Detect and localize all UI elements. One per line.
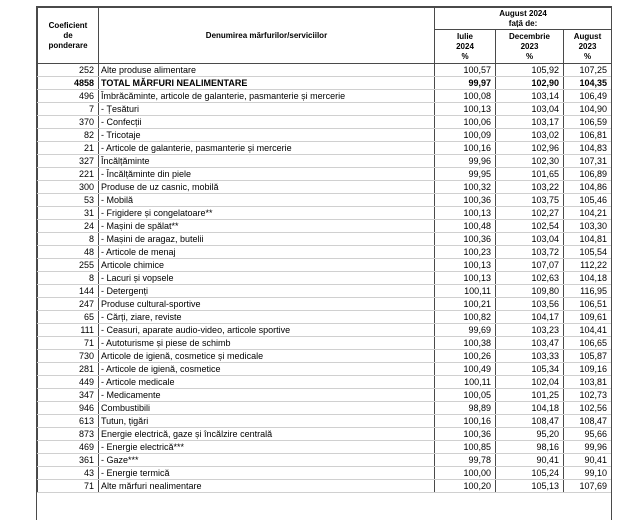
weight-cell: 71 [38,337,99,350]
table-row [38,376,612,389]
vs-july-2024-cell: 100,13 [435,103,496,116]
vs-december-2023-cell: 102,27 [496,207,564,220]
vs-july-2024-cell: 100,85 [435,441,496,454]
vs-august-2023-cell: 107,69 [564,480,612,493]
vs-december-2023-cell: 102,04 [496,376,564,389]
vs-december-2023-cell: 103,23 [496,324,564,337]
vs-august-2023-cell: 105,46 [564,194,612,207]
weight-cell: 347 [38,389,99,402]
vs-july-2024-cell: 100,32 [435,181,496,194]
vs-july-2024-cell: 100,05 [435,389,496,402]
item-name-cell: - Articole de galanterie, pasmanterie și mercerie [99,142,435,155]
item-name-cell: - Articole de menaj [99,246,435,259]
vs-december-2023-cell: 103,22 [496,181,564,194]
vs-december-2023-cell: 109,80 [496,285,564,298]
table-row [38,207,612,220]
vs-august-2023-cell: 104,18 [564,272,612,285]
weight-cell: 469 [38,441,99,454]
vs-august-2023-cell: 108,47 [564,415,612,428]
vs-july-2024-cell: 100,06 [435,116,496,129]
item-name-cell: Îmbrăcăminte, articole de galanterie, pasmanterie și mercerie [99,90,435,103]
vs-august-2023-cell: 99,10 [564,467,612,480]
vs-august-2023-cell: 103,81 [564,376,612,389]
name-column-header: Denumirea mărfurilor/serviciilor [99,8,435,64]
table-row [38,116,612,129]
weight-cell: 327 [38,155,99,168]
vs-august-2023-cell: 105,54 [564,246,612,259]
vs-july-2024-cell: 100,57 [435,64,496,77]
vs-august-2023-cell: 106,65 [564,337,612,350]
weight-cell: 71 [38,480,99,493]
table-row [38,64,612,77]
weight-cell: 111 [38,324,99,337]
weight-cell: 7 [38,103,99,116]
vs-december-2023-cell: 101,25 [496,389,564,402]
item-name-cell: - Tricotaje [99,129,435,142]
item-name-cell: - Cărți, ziare, reviste [99,311,435,324]
table-row [38,103,612,116]
weight-cell: 252 [38,64,99,77]
vs-july-2024-cell: 100,13 [435,272,496,285]
weight-cell: 24 [38,220,99,233]
table-row [38,233,612,246]
weight-cell: 449 [38,376,99,389]
item-name-cell: Încălțăminte [99,155,435,168]
august-2023-column-header: August 2023 % [564,30,612,64]
vs-august-2023-cell: 105,87 [564,350,612,363]
weight-cell: 613 [38,415,99,428]
table-row [38,259,612,272]
table-row [38,311,612,324]
weight-cell: 48 [38,246,99,259]
vs-august-2023-cell: 90,41 [564,454,612,467]
vs-july-2024-cell: 100,20 [435,480,496,493]
item-name-cell: - Ceasuri, aparate audio-video, articole sportive [99,324,435,337]
vs-december-2023-cell: 102,54 [496,220,564,233]
vs-december-2023-cell: 95,20 [496,428,564,441]
item-name-cell: - Medicamente [99,389,435,402]
table-row [38,454,612,467]
vs-august-2023-cell: 106,49 [564,90,612,103]
vs-july-2024-cell: 100,00 [435,467,496,480]
item-name-cell: - Confecții [99,116,435,129]
weight-cell: 65 [38,311,99,324]
vs-august-2023-cell: 102,73 [564,389,612,402]
weight-cell: 247 [38,298,99,311]
weight-cell: 255 [38,259,99,272]
table-row [38,467,612,480]
vs-july-2024-cell: 100,82 [435,311,496,324]
vs-july-2024-cell: 100,08 [435,90,496,103]
weight-cell: 8 [38,233,99,246]
table-row [38,168,612,181]
vs-august-2023-cell: 99,96 [564,441,612,454]
vs-july-2024-cell: 100,16 [435,415,496,428]
table-row [38,142,612,155]
vs-december-2023-cell: 107,07 [496,259,564,272]
table-row [38,428,612,441]
item-name-cell: - Energie termică [99,467,435,480]
item-name-cell: Alte mărfuri nealimentare [99,480,435,493]
item-name-cell: - Mobilă [99,194,435,207]
vs-august-2023-cell: 102,56 [564,402,612,415]
vs-july-2024-cell: 99,95 [435,168,496,181]
vs-december-2023-cell: 104,17 [496,311,564,324]
vs-july-2024-cell: 99,97 [435,77,496,90]
item-name-cell: Tutun, țigări [99,415,435,428]
vs-july-2024-cell: 99,96 [435,155,496,168]
december-2023-column-header: Decembrie 2023 % [496,30,564,64]
comparison-group-header: August 2024 față de: [435,8,612,30]
vs-december-2023-cell: 103,17 [496,116,564,129]
vs-july-2024-cell: 100,36 [435,233,496,246]
vs-december-2023-cell: 105,13 [496,480,564,493]
vs-august-2023-cell: 106,59 [564,116,612,129]
vs-august-2023-cell: 104,86 [564,181,612,194]
vs-august-2023-cell: 103,30 [564,220,612,233]
item-name-cell: - Energie electrică*** [99,441,435,454]
weight-cell: 4858 [38,77,99,90]
weight-cell: 21 [38,142,99,155]
vs-december-2023-cell: 104,18 [496,402,564,415]
weight-cell: 300 [38,181,99,194]
item-name-cell: Articole chimice [99,259,435,272]
table-row [38,285,612,298]
vs-december-2023-cell: 90,41 [496,454,564,467]
vs-december-2023-cell: 103,47 [496,337,564,350]
weight-cell: 144 [38,285,99,298]
vs-august-2023-cell: 109,61 [564,311,612,324]
vs-december-2023-cell: 101,65 [496,168,564,181]
table-row [38,389,612,402]
weight-cell: 361 [38,454,99,467]
vs-july-2024-cell: 99,69 [435,324,496,337]
item-name-cell: - Frigidere și congelatoare** [99,207,435,220]
item-name-cell: Alte produse alimentare [99,64,435,77]
vs-december-2023-cell: 102,90 [496,77,564,90]
table-row [38,181,612,194]
item-name-cell: - Țesături [99,103,435,116]
table-row [38,402,612,415]
vs-december-2023-cell: 105,24 [496,467,564,480]
vs-december-2023-cell: 102,96 [496,142,564,155]
weight-cell: 82 [38,129,99,142]
weight-cell: 281 [38,363,99,376]
item-name-cell: - Lacuri și vopsele [99,272,435,285]
table-row [38,441,612,454]
vs-august-2023-cell: 107,31 [564,155,612,168]
weight-cell: 43 [38,467,99,480]
vs-july-2024-cell: 100,13 [435,207,496,220]
vs-december-2023-cell: 105,34 [496,363,564,376]
july-2024-column-header: Iulie 2024 % [435,30,496,64]
vs-august-2023-cell: 106,51 [564,298,612,311]
table-row [38,77,612,90]
vs-december-2023-cell: 103,04 [496,103,564,116]
vs-august-2023-cell: 109,16 [564,363,612,376]
item-name-cell: - Încălțăminte din piele [99,168,435,181]
table-row [38,324,612,337]
table-row [38,298,612,311]
item-name-cell: Energie electrică, gaze și încălzire centrală [99,428,435,441]
vs-july-2024-cell: 100,11 [435,285,496,298]
table-row [38,272,612,285]
vs-december-2023-cell: 103,56 [496,298,564,311]
vs-december-2023-cell: 102,30 [496,155,564,168]
weight-cell: 8 [38,272,99,285]
item-name-cell: - Mașini de spălat** [99,220,435,233]
vs-december-2023-cell: 103,04 [496,233,564,246]
vs-july-2024-cell: 100,09 [435,129,496,142]
vs-july-2024-cell: 100,36 [435,428,496,441]
vs-july-2024-cell: 100,36 [435,194,496,207]
table-header [38,8,612,64]
item-name-cell: Articole de igienă, cosmetice și medicale [99,350,435,363]
item-name-cell: - Mașini de aragaz, butelii [99,233,435,246]
vs-july-2024-cell: 100,13 [435,259,496,272]
item-name-cell: - Articole de igienă, cosmetice [99,363,435,376]
weight-column-header: Coeficient de ponderare [38,8,99,64]
table-row [38,90,612,103]
table-row [38,415,612,428]
item-name-cell: - Articole medicale [99,376,435,389]
vs-august-2023-cell: 95,66 [564,428,612,441]
vs-august-2023-cell: 104,83 [564,142,612,155]
table-row [38,480,612,493]
vs-july-2024-cell: 100,23 [435,246,496,259]
vs-july-2024-cell: 98,89 [435,402,496,415]
vs-december-2023-cell: 103,02 [496,129,564,142]
vs-july-2024-cell: 100,26 [435,350,496,363]
table-row [38,246,612,259]
table-row [38,155,612,168]
vs-august-2023-cell: 106,89 [564,168,612,181]
weight-cell: 370 [38,116,99,129]
vs-august-2023-cell: 104,35 [564,77,612,90]
vs-august-2023-cell: 104,90 [564,103,612,116]
item-name-cell: Combustibili [99,402,435,415]
vs-july-2024-cell: 99,78 [435,454,496,467]
item-name-cell: - Detergenți [99,285,435,298]
vs-august-2023-cell: 104,21 [564,207,612,220]
vs-december-2023-cell: 102,63 [496,272,564,285]
item-name-cell: Produse de uz casnic, mobilă [99,181,435,194]
weight-cell: 221 [38,168,99,181]
vs-august-2023-cell: 112,22 [564,259,612,272]
vs-august-2023-cell: 116,95 [564,285,612,298]
table-row [38,363,612,376]
vs-december-2023-cell: 105,92 [496,64,564,77]
item-name-cell: - Gaze*** [99,454,435,467]
table-row [38,129,612,142]
vs-august-2023-cell: 106,81 [564,129,612,142]
cpi-table-frame [36,6,612,520]
vs-july-2024-cell: 100,49 [435,363,496,376]
vs-july-2024-cell: 100,16 [435,142,496,155]
weight-cell: 53 [38,194,99,207]
vs-july-2024-cell: 100,21 [435,298,496,311]
table-row [38,220,612,233]
vs-december-2023-cell: 103,33 [496,350,564,363]
vs-july-2024-cell: 100,11 [435,376,496,389]
weight-cell: 873 [38,428,99,441]
item-name-cell: - Autoturisme și piese de schimb [99,337,435,350]
vs-december-2023-cell: 108,47 [496,415,564,428]
vs-august-2023-cell: 104,41 [564,324,612,337]
vs-july-2024-cell: 100,38 [435,337,496,350]
vs-december-2023-cell: 103,75 [496,194,564,207]
table-row [38,194,612,207]
table-row [38,350,612,363]
weight-cell: 496 [38,90,99,103]
vs-july-2024-cell: 100,48 [435,220,496,233]
vs-december-2023-cell: 103,72 [496,246,564,259]
table-row [38,337,612,350]
vs-december-2023-cell: 103,14 [496,90,564,103]
weight-cell: 31 [38,207,99,220]
item-name-cell: Produse cultural-sportive [99,298,435,311]
weight-cell: 730 [38,350,99,363]
weight-cell: 946 [38,402,99,415]
vs-december-2023-cell: 98,16 [496,441,564,454]
item-name-cell: TOTAL MĂRFURI NEALIMENTARE [99,77,435,90]
cpi-table [37,7,612,493]
table-body [38,64,612,493]
vs-august-2023-cell: 107,25 [564,64,612,77]
vs-august-2023-cell: 104,81 [564,233,612,246]
